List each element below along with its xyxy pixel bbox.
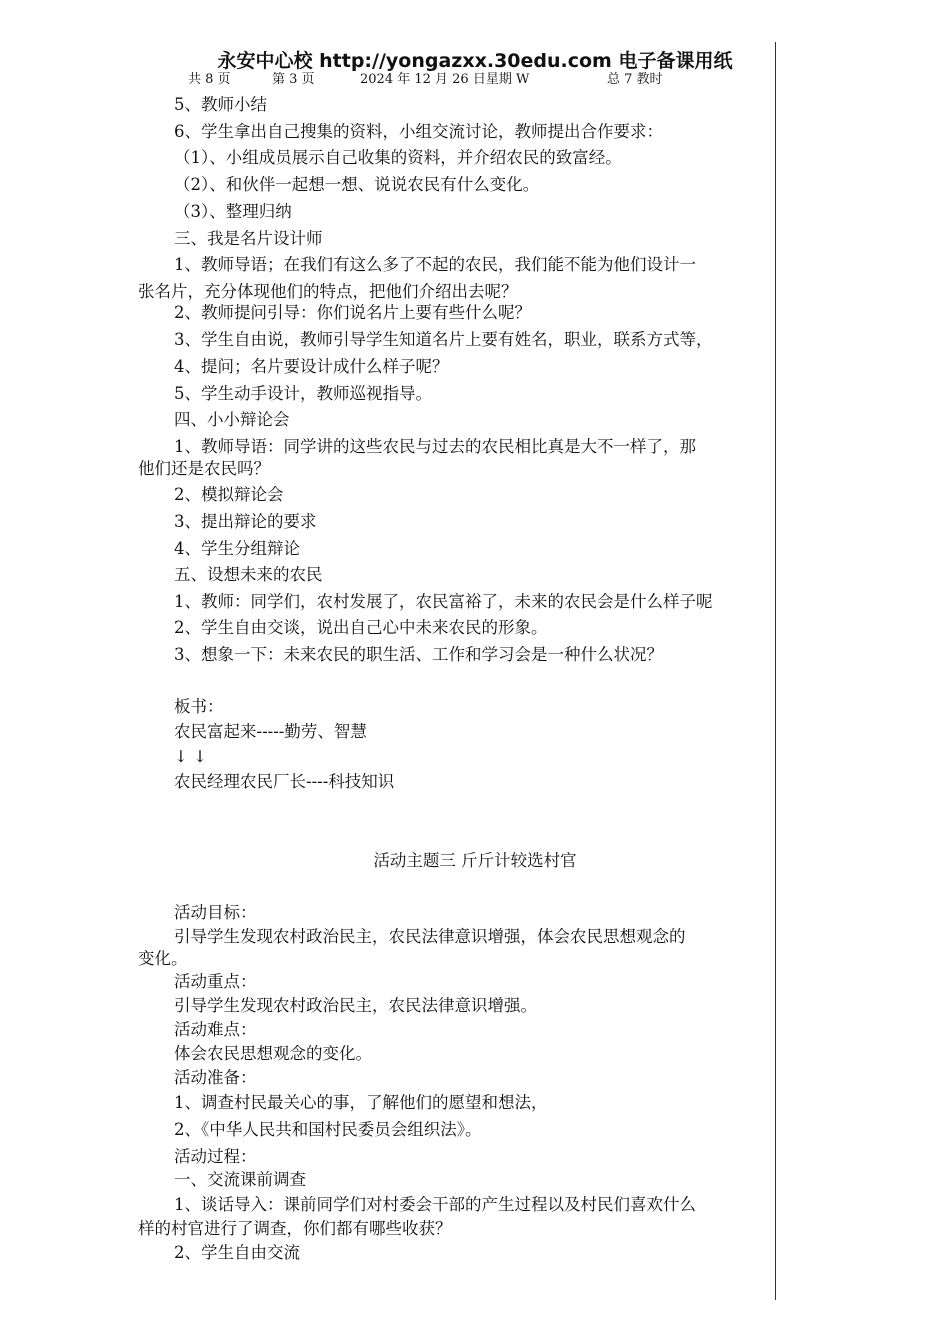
board-heading: 板书： [174, 697, 224, 716]
text-line: 1、教师导语；在我们有这么多了不起的农民，我们能不能为他们设计一 [174, 255, 696, 274]
section-heading: 五、设想未来的农民 [174, 565, 323, 584]
text-line: 活动准备： [174, 1068, 257, 1087]
text-line: 活动目标： [174, 903, 257, 922]
text-line: 张名片，充分体现他们的特点，把他们介绍出去呢？ [138, 282, 518, 301]
text-line: 活动难点： [174, 1020, 257, 1039]
section-heading: 三、我是名片设计师 [174, 229, 323, 248]
text-line: 变化。 [138, 949, 188, 968]
text-line: 2、学生自由交流 [174, 1243, 300, 1262]
text-line: 3、想象一下：未来农民的职生活、工作和学习会是一种什么状况？ [174, 645, 663, 664]
text-line: 3、学生自由说，教师引导学生知道名片上要有姓名，职业，联系方式等， [174, 330, 713, 349]
text-line: （2）、和伙伴一起想一想、说说农民有什么变化。 [174, 175, 540, 194]
board-arrows: ↓ ↓ [174, 747, 207, 766]
text-line: 3、提出辩论的要求 [174, 512, 317, 531]
text-line: 样的村官进行了调查，你们都有哪些收获？ [138, 1219, 452, 1238]
text-line: 5、教师小结 [174, 95, 267, 114]
text-line: 6、学生拿出自己搜集的资料，小组交流讨论，教师提出合作要求： [174, 122, 663, 141]
total-lessons: 总 7 教时 [607, 72, 663, 87]
section-heading: 一、交流课前调查 [174, 1170, 306, 1189]
text-line: （3）、整理归纳 [174, 202, 292, 221]
text-line: 2、《中华人民共和国村民委员会组织法》。 [174, 1120, 482, 1139]
text-line: 2、学生自由交谈，说出自己心中未来农民的形象。 [174, 618, 548, 637]
text-line: 引导学生发现农村政治民主，农民法律意识增强。 [174, 996, 537, 1015]
text-line: 2、模拟辩论会 [174, 485, 284, 504]
text-line: 活动过程： [174, 1147, 257, 1166]
text-line: 5、学生动手设计，教师巡视指导。 [174, 384, 432, 403]
text-line: 1、调查村民最关心的事，了解他们的愿望和想法， [174, 1093, 548, 1112]
page-header-title: 永安中心校 http://yongazxx.30edu.com 电子备课用纸 [217, 50, 733, 72]
board-line: 农民经理农民厂长----科技知识 [174, 772, 395, 791]
text-line: 1、教师：同学们，农村发展了，农民富裕了，未来的农民会是什么样子呢 [174, 592, 713, 611]
text-line: 他们还是农民吗？ [138, 459, 270, 478]
section-heading: 四、小小辩论会 [174, 410, 290, 429]
header-date: 2024 年 12 月 26 日星期 W [360, 72, 530, 87]
text-line: 1、谈话导入：课前同学们对村委会干部的产生过程以及村民们喜欢什么 [174, 1195, 696, 1214]
text-line: （1）、小组成员展示自己收集的资料，并介绍农民的致富经。 [174, 148, 622, 167]
text-line: 活动重点： [174, 972, 257, 991]
board-line: 农民富起来-----勤劳、智慧 [174, 722, 367, 741]
current-page: 第 3 页 [272, 72, 315, 87]
text-line: 4、学生分组辩论 [174, 539, 300, 558]
activity-title: 活动主题三 斤斤计较选村官 [373, 851, 577, 870]
text-line: 体会农民思想观念的变化。 [174, 1044, 372, 1063]
text-line: 引导学生发现农村政治民主，农民法律意识增强，体会农民思想观念的 [174, 927, 686, 946]
text-line: 2、教师提问引导：你们说名片上要有些什么呢？ [174, 303, 531, 322]
total-pages: 共 8 页 [188, 72, 231, 87]
right-margin-rule [775, 42, 776, 1300]
text-line: 4、提问；名片要设计成什么样子呢？ [174, 357, 449, 376]
text-line: 1、教师导语：同学讲的这些农民与过去的农民相比真是大不一样了，那 [174, 437, 696, 456]
